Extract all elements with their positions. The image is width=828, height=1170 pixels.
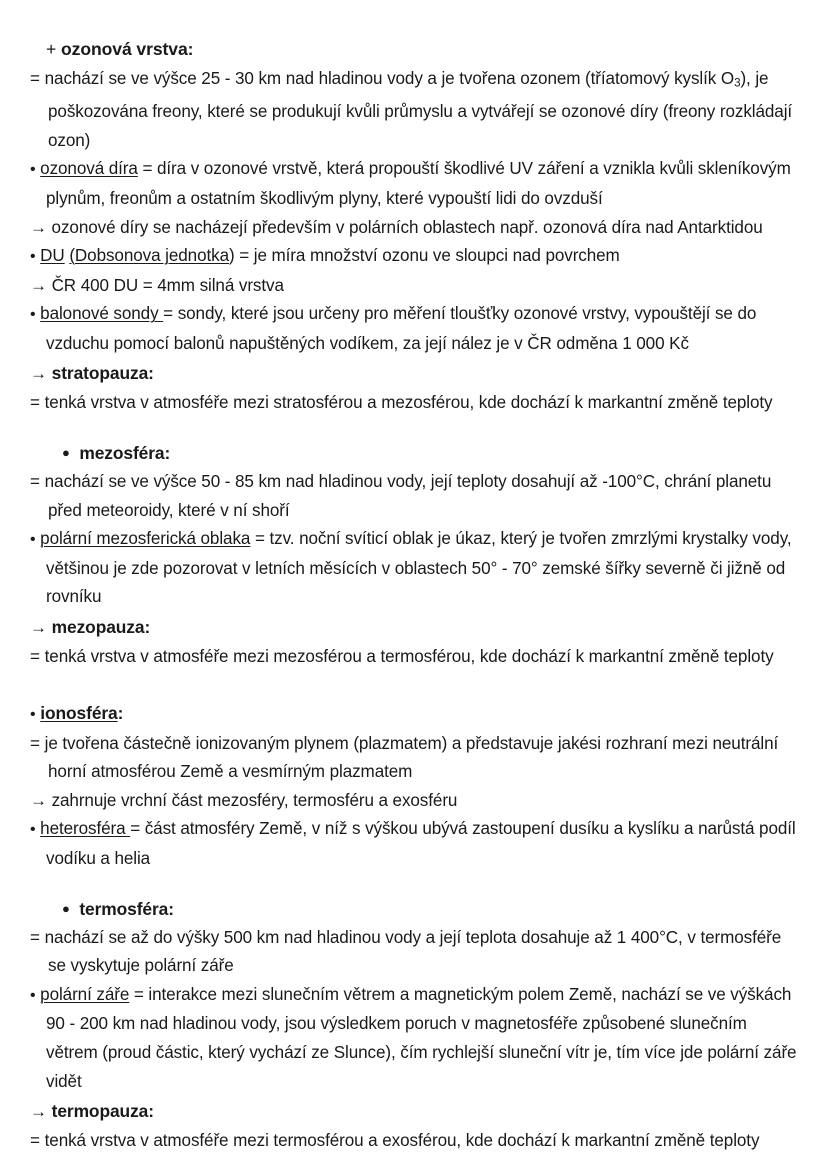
heading-termosfera xyxy=(30,894,798,924)
term-heterosfera: heterosféra xyxy=(40,819,131,839)
note-text: zahrnuje vrchní část mezosféry, termosféru a exosféru xyxy=(51,790,458,810)
term-dobsonova-jednotka: (Dobsonova jednotka xyxy=(69,246,229,266)
section-gap xyxy=(30,418,798,438)
term-polarni-zare: polární záře xyxy=(40,984,130,1004)
equals-marker: = xyxy=(30,69,40,88)
bullet-marker: • xyxy=(30,161,36,179)
heading-stratopauza xyxy=(30,358,798,389)
disc-marker: ● xyxy=(62,445,70,461)
note-text-part2: ), je poškozována freony, které se produkují kvůli průmyslu a vytvářejí se ozonové díry (freony rozkládají ozon) xyxy=(48,69,793,150)
note-text: tenká vrstva v atmosféře mezi termosférou a exosférou, kde dochází k markantní změně teploty xyxy=(44,1131,760,1151)
note-line-cr-400-du xyxy=(30,272,798,301)
note-line-termopauza-definition xyxy=(30,1127,798,1156)
note-line-balonove-sondy xyxy=(30,300,798,358)
heading-label: stratopauza: xyxy=(51,363,154,384)
note-text: tenká vrstva v atmosféře mezi stratosférou a mezosférou, kde dochází k markantní změně teploty xyxy=(44,393,773,413)
heading-label: mezosféra: xyxy=(79,443,171,464)
arrow-marker: → xyxy=(30,1102,47,1122)
equals-marker: = xyxy=(30,647,40,667)
bullet-marker: • xyxy=(30,986,36,1004)
heading-label: ozonová vrstva: xyxy=(60,39,194,59)
term-ozonova-dira: ozonová díra xyxy=(40,159,138,179)
term-du: DU xyxy=(40,246,65,266)
equals-marker: = xyxy=(30,393,40,413)
note-line-ionosfera-extent xyxy=(30,787,798,816)
note-line-ozone-definition xyxy=(30,65,798,155)
arrow-marker: → xyxy=(30,790,47,810)
note-text: ozonové díry se nacházejí především v polárních oblastech např. ozonová díra nad Antarktidou xyxy=(46,217,763,237)
note-line-heterosfera xyxy=(30,815,798,873)
section-termopauza xyxy=(30,1096,798,1156)
heading-label: termopauza: xyxy=(51,1101,154,1122)
note-line-ozone-holes-polar xyxy=(30,214,798,243)
note-line-ozonova-dira xyxy=(30,155,798,213)
note-text: = sondy, které jsou určeny pro měření tloušťky ozonové vrstvy, vypouštějí se do vzduchu pomocí balonů napuštěných vodíkem, za její nález je v ČR odměna 1 000 Kč xyxy=(46,304,757,353)
note-text: = interakce mezi slunečním větrem a magnetickým polem Země, nachází se ve výškách 90 - 200 km nad hladinou vody, jsou výsledkem poruch v magnetosféře způsobené slunečním větrem (proud částic, který vychází ze Slunce), čím rychlejší sluneční vítr je, tím více jde polární záře vidět xyxy=(46,984,797,1091)
note-text: = díra v ozonové vrstvě, která propouští škodlivé UV záření a vznikla kvůli skleníkovým plynům, freonům a ostatním škodlivým plyny, které vypouští lidi do ovzduší xyxy=(46,159,791,208)
term-balonove-sondy: balonové sondy xyxy=(40,304,164,324)
section-gap xyxy=(30,874,798,894)
heading-mezopauza xyxy=(30,612,798,643)
bullet-marker: • xyxy=(30,705,36,723)
section-mezopauza xyxy=(30,612,798,672)
arrow-marker: → xyxy=(30,364,47,384)
note-text: ) = je míra množství ozonu ve sloupci nad povrchem xyxy=(228,246,620,266)
section-mezosfera xyxy=(30,438,798,612)
subscript-3: 3 xyxy=(734,76,741,90)
heading-label: mezopauza: xyxy=(51,617,151,638)
note-text: ČR 400 DU = 4mm silná vrstva xyxy=(51,275,284,295)
equals-marker: = xyxy=(30,472,40,492)
note-line-ionosfera-definition xyxy=(30,730,798,787)
bullet-marker: • xyxy=(30,306,36,324)
note-text: nachází se ve výšce 50 - 85 km nad hladinou vody, její teploty dosahují až -100°C, chrání planetu před meteoroidy, které v ní shoří xyxy=(44,472,772,520)
note-line-mezosfera-definition xyxy=(30,468,798,525)
equals-marker: = xyxy=(30,927,40,947)
note-text: = tzv. noční svíticí oblak je úkaz, který je tvořen zmrzlými krystalky vody, většinou je zde pozorovat v letních měsících v oblastech 50° - 70° zemské šířky severně či jižně od rovníku xyxy=(46,529,792,607)
section-ozonova-vrstva xyxy=(30,34,798,358)
note-line-stratopauza-definition xyxy=(30,389,798,418)
heading-mezosfera xyxy=(30,438,798,468)
bullet-marker: • xyxy=(30,531,36,549)
section-stratopauza xyxy=(30,358,798,418)
note-line-mezopauza-definition xyxy=(30,643,798,672)
heading-termopauza xyxy=(30,1096,798,1127)
note-line-polarni-mezosfericka-oblaka xyxy=(30,525,798,612)
note-line-du xyxy=(30,242,798,272)
note-line-termosfera-definition xyxy=(30,924,798,981)
arrow-marker: → xyxy=(30,275,47,295)
heading-ionosfera xyxy=(30,698,798,730)
bullet-marker: • xyxy=(30,821,36,839)
note-text-part1: nachází se ve výšce 25 - 30 km nad hladinou vody a je tvořena ozonem (tříatomový kyslík O xyxy=(44,69,735,88)
plus-marker: + xyxy=(46,39,57,59)
note-text: tenká vrstva v atmosféře mezi mezosférou a termosférou, kde dochází k markantní změně teploty xyxy=(44,647,774,667)
note-line-polarni-zare xyxy=(30,981,798,1096)
term-polarni-mezosfericka-oblaka: polární mezosferická oblaka xyxy=(40,529,251,549)
equals-marker: = xyxy=(30,1131,40,1151)
heading-colon: : xyxy=(117,702,124,723)
note-text: nachází se až do výšky 500 km nad hladinou vody a její teplota dosahuje až 1 400°C, v termosféře se vyskytuje polární záře xyxy=(44,927,782,976)
heading-ozonova-vrstva xyxy=(30,34,798,65)
section-ionosfera xyxy=(30,698,798,874)
note-text: = část atmosféry Země, v níž s výškou ubývá zastoupení dusíku a kyslíku a narůstá podíl vodíku a helia xyxy=(46,819,796,869)
arrow-marker: → xyxy=(30,217,47,237)
note-text: je tvořena částečně ionizovaným plynem (plazmatem) a představuje jakési rozhraní mezi neutrální horní atmosférou Země a vesmírným plazmatem xyxy=(44,733,779,782)
disc-marker: ● xyxy=(62,900,70,916)
section-termosfera xyxy=(30,894,798,1097)
arrow-marker: → xyxy=(30,618,47,638)
bullet-marker: • xyxy=(30,248,36,266)
equals-marker: = xyxy=(30,733,40,753)
heading-label: ionosféra xyxy=(40,702,118,723)
heading-label: termosféra: xyxy=(79,898,174,919)
section-gap xyxy=(30,672,798,698)
